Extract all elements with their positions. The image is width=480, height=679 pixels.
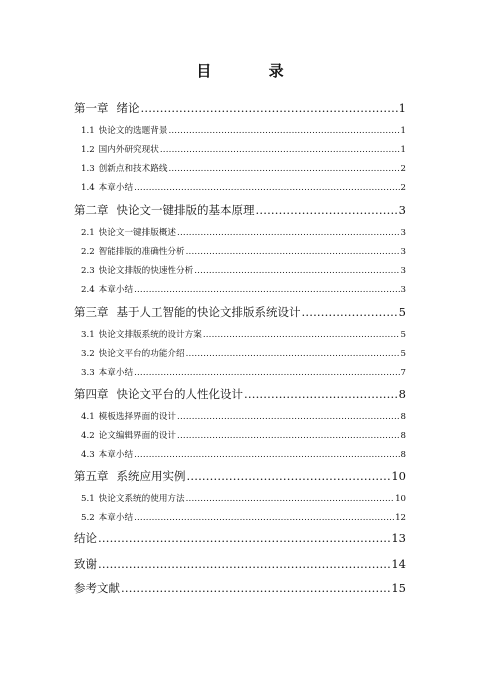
toc-entry-page: 5 bbox=[400, 349, 406, 359]
toc-entry-section-4-3[interactable] bbox=[81, 449, 406, 462]
toc-leader-dots bbox=[168, 125, 399, 138]
toc-entry-page: 13 bbox=[391, 531, 406, 545]
toc-leader-dots bbox=[244, 386, 398, 403]
toc-entry-number: 1.3 bbox=[81, 164, 95, 174]
toc-entry-page: 5 bbox=[398, 305, 406, 319]
toc-entry-section-4-2[interactable] bbox=[81, 430, 406, 443]
toc-entry-section-1-4[interactable] bbox=[81, 182, 406, 195]
toc-leader-dots bbox=[168, 163, 399, 176]
toc-entry-section-2-1[interactable] bbox=[81, 227, 406, 240]
toc-entry-page: 1 bbox=[398, 101, 406, 115]
toc-entry-number: 1.1 bbox=[81, 126, 95, 136]
toc-entry-text: 致谢 bbox=[74, 557, 97, 571]
toc-entry-text: 快论文平台的人性化设计 bbox=[116, 387, 243, 401]
toc-leader-dots bbox=[98, 556, 390, 573]
toc-entry-number: 2.2 bbox=[81, 247, 95, 257]
toc-leader-dots bbox=[186, 246, 400, 259]
toc-entry-number: 2.4 bbox=[81, 285, 95, 295]
toc-entry-text: 快论文系统的使用方法 bbox=[98, 494, 185, 504]
toc-entry-number: 3.3 bbox=[81, 368, 95, 378]
toc-entry-page: 8 bbox=[400, 450, 406, 460]
toc-entry-number: 3.2 bbox=[81, 349, 95, 359]
toc-entry-page: 12 bbox=[395, 513, 406, 523]
toc-entry-page: 3 bbox=[400, 228, 406, 238]
toc-leader-dots bbox=[177, 430, 400, 443]
toc-entry-conclusion[interactable] bbox=[74, 530, 406, 547]
toc-entry-text: 快论文排版系统的设计方案 bbox=[98, 330, 202, 340]
toc-leader-dots bbox=[186, 493, 394, 506]
toc-leader-dots bbox=[256, 202, 398, 219]
toc-entry-text: 快论文排版的快速性分析 bbox=[98, 266, 194, 276]
toc-entry-text: 智能排版的准确性分析 bbox=[98, 247, 185, 257]
toc-entry-section-4-1[interactable] bbox=[81, 411, 406, 424]
toc-entry-text: 国内外研究现状 bbox=[98, 145, 159, 155]
toc-entry-page: 3 bbox=[398, 203, 406, 217]
toc-entry-page: 8 bbox=[400, 412, 406, 422]
toc-entry-section-1-3[interactable] bbox=[81, 163, 406, 176]
toc-leader-dots bbox=[203, 329, 400, 342]
toc-entry-text: 创新点和技术路线 bbox=[98, 164, 168, 174]
toc-leader-dots bbox=[186, 348, 400, 361]
toc-entry-section-3-3[interactable] bbox=[81, 367, 406, 380]
toc-entry-number: 第四章 bbox=[74, 387, 109, 401]
toc-entry-number: 3.1 bbox=[81, 330, 95, 340]
toc-entry-text: 本章小结 bbox=[98, 368, 134, 378]
toc-entry-text: 结论 bbox=[74, 531, 97, 545]
toc-entry-page: 15 bbox=[391, 581, 406, 595]
toc-entry-number: 2.3 bbox=[81, 266, 95, 276]
toc-entry-page: 10 bbox=[391, 469, 406, 483]
toc-entry-number: 4.3 bbox=[81, 450, 95, 460]
toc-entry-page: 8 bbox=[400, 431, 406, 441]
toc-entry-page: 7 bbox=[400, 368, 406, 378]
toc-entry-page: 5 bbox=[400, 330, 406, 340]
toc-entry-text: 论文编辑界面的设计 bbox=[98, 431, 177, 441]
toc-entry-page: 3 bbox=[400, 266, 406, 276]
toc-entry-text: 模板选择界面的设计 bbox=[98, 412, 177, 422]
toc-entry-text: 本章小结 bbox=[98, 285, 134, 295]
toc-entry-number: 5.1 bbox=[81, 494, 95, 504]
toc-entry-number: 第三章 bbox=[74, 305, 109, 319]
toc-entry-number: 第二章 bbox=[74, 203, 109, 217]
toc-entry-section-2-4[interactable] bbox=[81, 284, 406, 297]
toc-entry-page: 3 bbox=[400, 285, 406, 295]
toc-entry-page: 2 bbox=[400, 164, 406, 174]
toc-entry-chapter-5[interactable] bbox=[74, 468, 406, 485]
toc-entry-text: 快论文一键排版的基本原理 bbox=[116, 203, 255, 217]
toc-leader-dots bbox=[134, 449, 399, 462]
toc-leader-dots bbox=[134, 284, 399, 297]
toc-entry-section-1-2[interactable] bbox=[81, 144, 406, 157]
toc-leader-dots bbox=[187, 468, 391, 485]
toc-entry-page: 1 bbox=[400, 126, 406, 136]
toc-entry-references[interactable] bbox=[74, 580, 406, 597]
toc-leader-dots bbox=[98, 530, 390, 547]
toc-entry-page: 10 bbox=[395, 494, 406, 504]
toc-entry-section-3-2[interactable] bbox=[81, 348, 406, 361]
toc-entry-section-5-2[interactable] bbox=[81, 512, 406, 525]
toc-leader-dots bbox=[177, 227, 400, 240]
toc-entry-text: 本章小结 bbox=[98, 450, 134, 460]
toc-entry-chapter-2[interactable] bbox=[74, 202, 406, 219]
toc-entry-text: 参考文献 bbox=[74, 581, 120, 595]
toc-entry-number: 第一章 bbox=[74, 101, 109, 115]
toc-entry-text: 基于人工智能的快论文排版系统设计 bbox=[116, 305, 301, 319]
toc-entry-number: 1.2 bbox=[81, 145, 95, 155]
toc-entry-number: 4.1 bbox=[81, 412, 95, 422]
toc-entry-acknowledgements[interactable] bbox=[74, 556, 406, 573]
toc-entry-text: 绪论 bbox=[116, 101, 140, 115]
toc-leader-dots bbox=[134, 512, 394, 525]
toc-entry-text: 快论文的选题背景 bbox=[98, 126, 168, 136]
toc-entry-section-1-1[interactable] bbox=[81, 125, 406, 138]
toc-entry-page: 8 bbox=[398, 387, 406, 401]
toc-leader-dots bbox=[194, 265, 399, 278]
toc-entry-text: 快论文平台的功能介绍 bbox=[98, 349, 185, 359]
toc-leader-dots bbox=[302, 304, 398, 321]
toc-leader-dots bbox=[160, 144, 400, 157]
toc-entry-number: 4.2 bbox=[81, 431, 95, 441]
toc-leader-dots bbox=[141, 100, 398, 117]
toc-leader-dots bbox=[134, 182, 399, 195]
toc-entry-page: 2 bbox=[400, 183, 406, 193]
toc-entry-chapter-1[interactable] bbox=[74, 100, 406, 117]
toc-entry-chapter-4[interactable] bbox=[74, 386, 406, 403]
toc-entry-section-2-2[interactable] bbox=[81, 246, 406, 259]
toc-leader-dots bbox=[177, 411, 400, 424]
toc-entry-text: 本章小结 bbox=[98, 513, 134, 523]
toc-entry-text: 本章小结 bbox=[98, 183, 134, 193]
toc-entry-page: 14 bbox=[391, 557, 406, 571]
toc-title: 目 录 bbox=[196, 62, 310, 80]
toc-entry-number: 第五章 bbox=[74, 469, 109, 483]
toc-entry-number: 1.4 bbox=[81, 183, 95, 193]
toc-entry-number: 5.2 bbox=[81, 513, 95, 523]
toc-entry-page: 1 bbox=[400, 145, 406, 155]
toc-entry-section-3-1[interactable] bbox=[81, 329, 406, 342]
toc-entry-chapter-3[interactable] bbox=[74, 304, 406, 321]
toc-entry-number: 2.1 bbox=[81, 228, 95, 238]
toc-entry-section-2-3[interactable] bbox=[81, 265, 406, 278]
toc-entry-text: 快论文一键排版概述 bbox=[98, 228, 177, 238]
toc-entry-page: 3 bbox=[400, 247, 406, 257]
toc-entry-text: 系统应用实例 bbox=[116, 469, 186, 483]
toc-leader-dots bbox=[121, 580, 390, 597]
toc-entry-section-5-1[interactable] bbox=[81, 493, 406, 506]
toc-leader-dots bbox=[134, 367, 399, 380]
